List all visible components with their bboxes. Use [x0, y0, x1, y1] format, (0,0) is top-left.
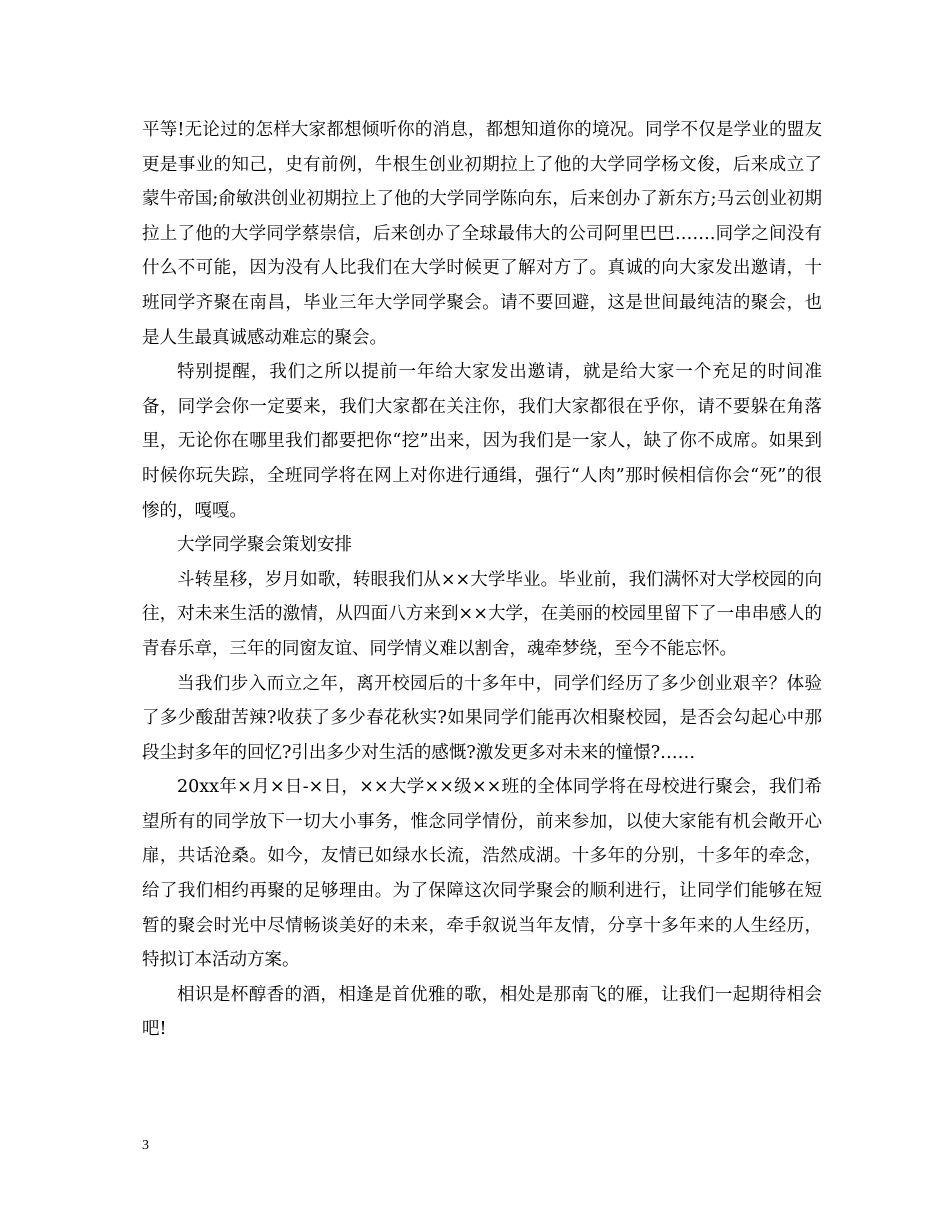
section-heading: 大学同学聚会策划安排: [177, 535, 352, 556]
paragraph-special-reminder: 特别提醒，我们之所以提前一年给大家发出邀请，就是给大家一个充足的时间准备，同学会你一定要来，我们大家都在关注你，我们大家都很在乎你，请不要躲在角落里，无论你在哪里我们都要把你“挖”出来，因为我们是一家人，缺了你不成席。如果到时候你玩失踪，全班同学将在网上对你进行通缉，强行“人肉”那时候相信你会“死”的很惨的，嘎嘎。: [142, 362, 822, 521]
paragraph-continued: 平等!无论过的怎样大家都想倾听你的消息，都想知道你的境况。同学不仅是学业的盟友更是事业的知己，史有前例，牛根生创业初期拉上了他的大学同学杨文俊，后来成立了蒙牛帝国;俞敏洪创业初期拉上了他的大学同学陈向东，后来创办了新东方;马云创业初期拉上了他的大学同学蔡崇信，后来创办了全球最伟大的公司阿里巴巴…….同学之间没有什么不可能，因为没有人比我们在大学时候更了解对方了。真诚的向大家发出邀请，十班同学齐聚在南昌，毕业三年大学同学聚会。请不要回避，这是世间最纯洁的聚会，也是人生最真诚感动难忘的聚会。: [142, 120, 822, 348]
paragraph-closing: 相识是杯醇香的酒，相逢是首优雅的歌，相处是那南飞的雁，让我们一起期待相会吧!: [142, 984, 822, 1040]
page-number: 3: [142, 1138, 149, 1153]
paragraph-event-details: 20xx年×月×日-×日，××大学××级××班的全体同学将在母校进行聚会，我们希望所有的同学放下一切大小事务，惟念同学情份，前来参加，以使大家能有机会敞开心扉，共话沧桑。如今，友情已如绿水长流，浩然成湖。十多年的分别，十多年的牵念，给了我们相约再聚的足够理由。为了保障这次同学聚会的顺利进行，让同学们能够在短暂的聚会时光中尽情畅谈美好的未来，牵手叙说当年友情，分享十多年来的人生经历，特拟订本活动方案。: [142, 777, 822, 971]
paragraph-intro: 斗转星移，岁月如歌，转眼我们从××大学毕业。毕业前，我们满怀对大学校园的向往，对未来生活的激情，从四面八方来到××大学，在美丽的校园里留下了一串串感人的青春乐章，三年的同窗友谊、同学情义难以割舍，魂牵梦绕，至今不能忘怀。: [142, 569, 822, 659]
paragraph-reflection: 当我们步入而立之年，离开校园后的十多年中，同学们经历了多少创业艰辛？体验了多少酸甜苦辣?收获了多少春花秋实?如果同学们能再次相聚校园，是否会勾起心中那段尘封多年的回忆?引出多少对生活的感慨?激发更多对未来的憧憬?……: [142, 673, 822, 763]
document-body: [142, 113, 822, 1047]
